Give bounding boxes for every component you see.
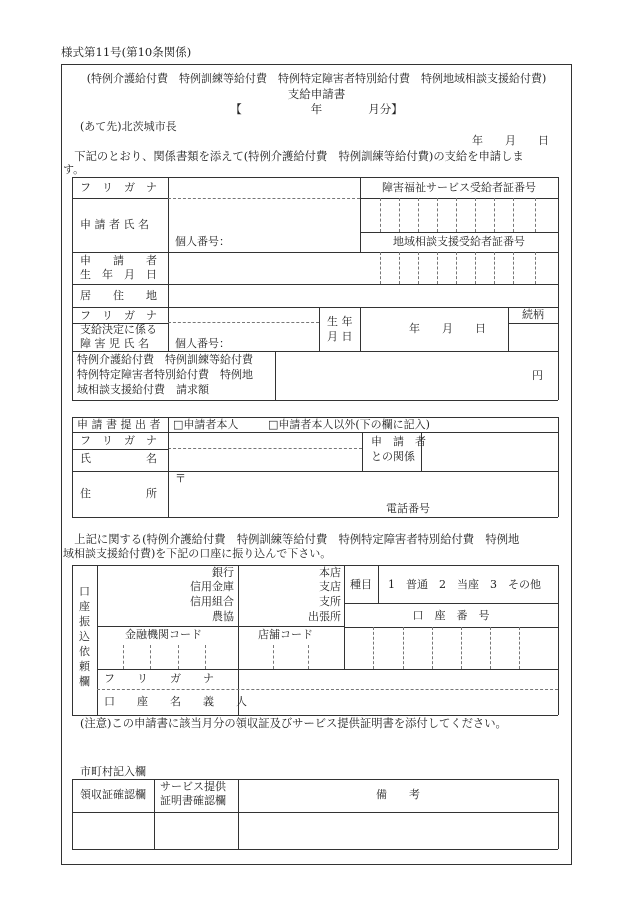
applicant-dob-label-2: 生 年 月 日: [80, 268, 157, 281]
application-date: 年 月 日: [472, 134, 549, 147]
submitter-label: 申 請 書 提 出 者: [77, 418, 161, 431]
relation-label-2: との関係: [371, 450, 415, 463]
form-title: 支給申請書: [287, 87, 346, 101]
remarks-label: 備 考: [376, 788, 420, 801]
bank-side-label-7: 欄: [79, 675, 90, 688]
bank-side-label-2: 座: [79, 600, 90, 613]
furigana-label: フ リ ガ ナ: [80, 181, 157, 194]
child-dob-label-2: 月 日: [327, 330, 353, 343]
child-dob-label-1: 生 年: [327, 315, 353, 328]
bank-side-label-1: 口: [79, 585, 90, 598]
service-cert-label-2: 証明書確認欄: [160, 794, 226, 807]
bank-side-label-4: 込: [79, 630, 90, 643]
service-cert-label-1: サービス提供: [160, 780, 226, 793]
branch-type-office: 出張所: [308, 610, 341, 623]
receipt-check-label: 領収証確認欄: [80, 788, 146, 801]
child-individual-number-label: 個人番号：: [175, 337, 230, 350]
intro-text-line2: す。: [63, 163, 85, 176]
individual-number-label: 個人番号：: [175, 235, 230, 248]
account-type-label: 種目: [350, 578, 372, 591]
attachment-note: (注意)この申請書に該当月分の領収証及びサービス提供証明書を添付してください。: [80, 717, 507, 730]
form-target-month: 【 年 月分】: [230, 102, 403, 116]
bank-intro-line1: 上記に関する(特例介護給付費 特例訓練等給付費 特例特定障害者特別給付費 特例地: [63, 533, 520, 546]
branch-type-head: 本店: [319, 566, 341, 579]
relation-label-1: 申 請 者: [371, 435, 426, 448]
claim-label-2: 特例特定障害者特別給付費 特例地: [77, 368, 253, 381]
submitter-furigana-label: フ リ ガ ナ: [80, 434, 157, 447]
bank-side-label-6: 頼: [79, 660, 90, 673]
postal-mark: 〒: [175, 472, 186, 485]
account-holder-label: 口 座 名 義 人: [104, 695, 247, 708]
inst-type-bank: 銀行: [212, 566, 234, 579]
recipient-cert-label: 障害福祉サービス受給者証番号: [382, 181, 536, 194]
holder-furigana-label: フ リ ガ ナ: [104, 672, 214, 685]
account-type-options: 1 普通 2 当座 3 その他: [388, 578, 541, 591]
applicant-dob-label-1: 申 請 者: [80, 254, 157, 267]
child-name-label-2: 障 害 児 氏 名: [80, 337, 149, 350]
phone-label: 電話番号: [386, 502, 430, 515]
child-name-label-1: 支給決定に係る: [80, 323, 157, 336]
child-furigana-label: フ リ ガ ナ: [80, 309, 157, 322]
branch-type-branch: 支店: [319, 580, 341, 593]
submitter-name-label: 氏 名: [80, 452, 157, 465]
claim-label-1: 特例介護給付費 特例訓練等給付費: [77, 353, 253, 366]
addressee: (あて先)北茨城市長: [80, 120, 177, 133]
bank-side-label-3: 振: [79, 615, 90, 628]
applicant-name-label: 申 請 者 氏 名: [80, 218, 149, 231]
submitter-address-label: 住 所: [80, 487, 157, 500]
bank-intro-line2: 域相談支援給付費)を下記の口座に振り込んで下さい。: [63, 547, 332, 560]
option-applicant-self[interactable]: □申請者本人: [173, 418, 239, 431]
bank-side-label-5: 依: [79, 645, 90, 658]
claim-unit: 円: [532, 369, 543, 382]
branch-code-label: 店舗コード: [258, 628, 313, 641]
inst-type-kumiai: 信用組合: [190, 595, 234, 608]
option-applicant-other[interactable]: □申請者本人以外(下の欄に記入): [268, 418, 430, 431]
inst-type-shinkin: 信用金庫: [190, 580, 234, 593]
inst-type-nokyo: 農協: [212, 610, 234, 623]
address-label: 居 住 地: [80, 289, 157, 302]
account-number-label: 口 座 番 号: [412, 609, 490, 622]
form-title-benefits: (特例介護給付費 特例訓練等給付費 特例特定障害者特別給付費 特例地域相談支援給付費): [86, 72, 547, 85]
regional-cert-label: 地域相談支援受給者証番号: [393, 235, 525, 248]
claim-label-3: 域相談支援給付費 請求額: [77, 383, 209, 396]
form-number: 様式第11号(第10条関係): [61, 45, 192, 59]
intro-text-line1: 下記のとおり、関係書類を添えて(特例介護給付費 特例訓練等給付費)の支給を申請しま: [63, 150, 524, 163]
inst-code-label: 金融機関コード: [125, 628, 202, 641]
relationship-label: 続柄: [522, 308, 544, 321]
child-dob-value: 年 月 日: [409, 322, 486, 335]
municipal-section-label: 市町村記入欄: [80, 765, 146, 778]
branch-type-sub: 支所: [319, 595, 341, 608]
